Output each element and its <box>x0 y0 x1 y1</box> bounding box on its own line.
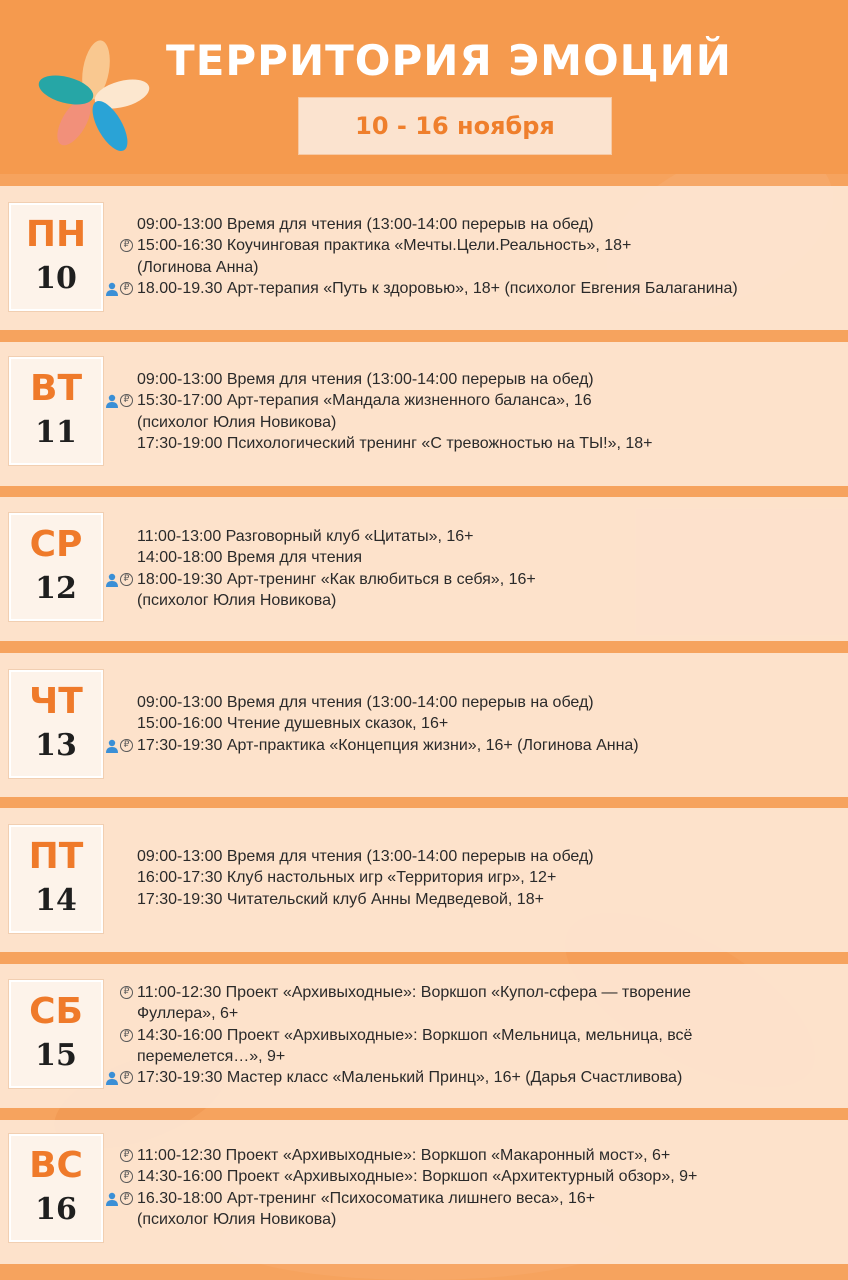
person-icon <box>105 1071 119 1085</box>
person-icon <box>105 1192 119 1206</box>
event-list <box>104 1145 842 1230</box>
event-text: 15:00-16:30 Коучинговая практика «Мечты.Цели.Реальность», 18+ <box>137 237 632 255</box>
day-badge <box>8 356 104 466</box>
person-icon <box>105 573 119 587</box>
day-number: 12 <box>35 571 77 606</box>
person-icon <box>105 282 119 296</box>
event-icons <box>104 235 137 256</box>
event-line <box>104 390 842 411</box>
day-number: 10 <box>35 261 77 296</box>
ruble-circle-icon: ₽ <box>120 239 133 252</box>
event-text: 17:30-19:30 Арт-практика «Концепция жизни», 16+ (Логинова Анна) <box>137 736 639 754</box>
event-line <box>104 1003 842 1024</box>
header <box>0 0 848 174</box>
ruble-circle-icon: ₽ <box>120 1192 133 1205</box>
event-text: 17:30-19:30 Читательский клуб Анны Медведевой, 18+ <box>137 890 544 908</box>
weekday-label: СБ <box>29 991 83 1032</box>
event-line <box>104 1067 842 1088</box>
event-text: 17:30-19:00 Психологический тренинг «С тревожностью на ТЫ!», 18+ <box>137 434 653 452</box>
flower-logo-icon <box>30 36 154 160</box>
day-number: 11 <box>35 415 77 450</box>
ruble-circle-icon: ₽ <box>120 394 133 407</box>
event-text: 11:00-12:30 Проект «Архивыходные»: Воркшоп «Макаронный мост», 6+ <box>137 1147 671 1164</box>
ruble-circle-icon: ₽ <box>120 1071 133 1084</box>
event-text: 18.00-19.30 Арт-терапия «Путь к здоровью», 18+ (психолог Евгения Балаганина) <box>137 279 738 297</box>
day-number: 14 <box>35 883 77 918</box>
weekday-label: ЧТ <box>29 681 83 722</box>
event-list <box>104 526 842 611</box>
date-range-badge: 10 - 16 ноября <box>298 97 612 155</box>
event-icons <box>104 982 137 1003</box>
ruble-circle-icon: ₽ <box>120 1029 133 1042</box>
event-line <box>104 1209 842 1230</box>
event-text: 17:30-19:30 Мастер класс «Маленький Принц», 16+ (Дарья Счастливова) <box>137 1069 683 1087</box>
event-text: (психолог Юлия Новикова) <box>137 591 337 609</box>
day-number: 15 <box>35 1038 77 1073</box>
event-text: (Логинова Анна) <box>137 258 259 276</box>
event-line <box>104 547 842 568</box>
day-row <box>0 186 848 330</box>
event-line <box>104 526 842 547</box>
event-line <box>104 1145 842 1166</box>
event-list <box>104 369 842 454</box>
day-badge <box>8 512 104 622</box>
event-text: 15:30-17:00 Арт-терапия «Мандала жизненного баланса», 16 <box>137 392 592 410</box>
person-icon <box>105 394 119 408</box>
event-text: 16.30-18:00 Арт-тренинг «Психосоматика лишнего веса», 16+ <box>137 1189 596 1207</box>
event-list <box>104 692 842 756</box>
event-text: 09:00-13:00 Время для чтения (13:00-14:00 перерыв на обед) <box>137 216 594 233</box>
event-line <box>104 257 842 278</box>
event-list <box>104 982 842 1088</box>
day-row <box>0 342 848 486</box>
event-line <box>104 692 842 713</box>
event-icons <box>104 1025 137 1046</box>
event-line <box>104 867 842 888</box>
event-text: (психолог Юлия Новикова) <box>137 413 337 431</box>
day-number: 13 <box>35 728 77 763</box>
weekday-label: ВС <box>29 1145 83 1186</box>
event-icons <box>104 1067 137 1088</box>
event-text: 14:00-18:00 Время для чтения <box>137 549 363 567</box>
event-text: 18:00-19:30 Арт-тренинг «Как влюбиться в себя», 16+ <box>137 570 536 588</box>
event-list <box>104 846 842 910</box>
event-icons <box>104 1145 137 1166</box>
event-icons <box>104 569 137 590</box>
event-text: перемелется…», 9+ <box>137 1047 286 1065</box>
ruble-circle-icon: ₽ <box>120 1149 133 1162</box>
weekday-label: ПН <box>25 214 87 255</box>
event-text: 09:00-13:00 Время для чтения (13:00-14:00 перерыв на обед) <box>137 848 594 865</box>
event-icons <box>104 1166 137 1187</box>
ruble-circle-icon: ₽ <box>120 282 133 295</box>
event-line <box>104 369 842 390</box>
day-badge <box>8 202 104 312</box>
day-row <box>0 653 848 797</box>
ruble-circle-icon: ₽ <box>120 573 133 586</box>
event-icons <box>104 390 137 411</box>
event-line <box>104 235 842 256</box>
event-line <box>104 735 842 756</box>
event-line <box>104 1166 842 1187</box>
event-text: 16:00-17:30 Клуб настольных игр «Территория игр», 12+ <box>137 869 557 887</box>
event-list <box>104 214 842 299</box>
day-row <box>0 808 848 952</box>
event-text: 09:00-13:00 Время для чтения (13:00-14:00 перерыв на обед) <box>137 694 594 711</box>
weekday-label: СР <box>29 524 83 565</box>
event-text: 15:00-16:00 Чтение душевных сказок, 16+ <box>137 715 449 733</box>
event-line <box>104 713 842 734</box>
day-row <box>0 964 848 1108</box>
page-title: ТЕРРИТОРИЯ ЭМОЦИЙ <box>166 36 732 85</box>
day-row <box>0 497 848 641</box>
weekday-label: ПТ <box>28 836 84 877</box>
day-number: 16 <box>35 1192 77 1227</box>
day-row <box>0 1120 848 1264</box>
day-badge <box>8 1133 104 1243</box>
event-icons <box>104 278 137 299</box>
day-badge <box>8 824 104 934</box>
event-line <box>104 214 842 235</box>
event-text: 11:00-12:30 Проект «Архивыходные»: Воркшоп «Купол-сфера — творение <box>137 984 691 1001</box>
person-icon <box>105 739 119 753</box>
event-text: 09:00-13:00 Время для чтения (13:00-14:00 перерыв на обед) <box>137 371 594 388</box>
ruble-circle-icon: ₽ <box>120 739 133 752</box>
ruble-circle-icon: ₽ <box>120 986 133 999</box>
event-text: 14:30-16:00 Проект «Архивыходные»: Воркшоп «Мельница, мельница, всё <box>137 1026 693 1044</box>
event-text: 11:00-13:00 Разговорный клуб «Цитаты», 16+ <box>137 528 474 545</box>
event-icons <box>104 735 137 756</box>
event-text: Фуллера», 6+ <box>137 1005 239 1023</box>
event-icons <box>104 1188 137 1209</box>
event-text: (психолог Юлия Новикова) <box>137 1210 337 1228</box>
event-line <box>104 569 842 590</box>
ruble-circle-icon: ₽ <box>120 1170 133 1183</box>
event-line <box>104 278 842 299</box>
event-line <box>104 982 842 1003</box>
event-line <box>104 846 842 867</box>
event-line <box>104 1025 842 1046</box>
event-text: 14:30-16:00 Проект «Архивыходные»: Воркшоп «Архитектурный обзор», 9+ <box>137 1168 698 1186</box>
event-line <box>104 412 842 433</box>
event-line <box>104 1046 842 1067</box>
day-badge <box>8 669 104 779</box>
event-line <box>104 889 842 910</box>
weekday-label: ВТ <box>30 368 82 409</box>
event-line <box>104 590 842 611</box>
event-line <box>104 1188 842 1209</box>
event-line <box>104 433 842 454</box>
day-badge <box>8 979 104 1089</box>
